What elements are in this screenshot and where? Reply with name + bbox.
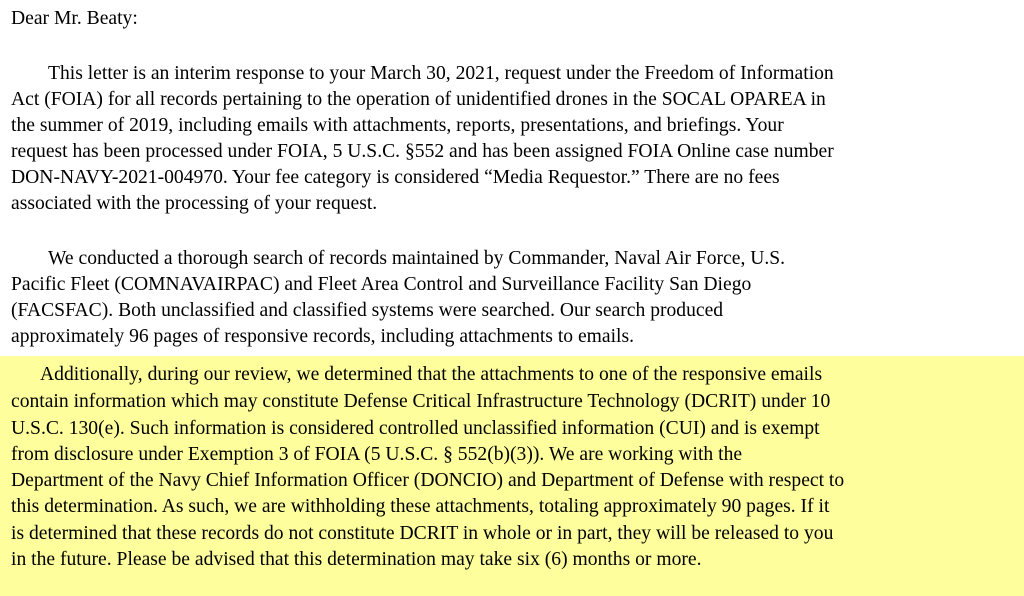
paragraph-line: This letter is an interim response to your March 30, 2021, request under the Freedom of Information xyxy=(48,63,834,84)
paragraph-line: approximately 96 pages of responsive records, including attachments to emails. xyxy=(11,326,635,347)
paragraph-line: request has been processed under FOIA, 5 U.S.C. §552 and has been assigned FOIA Online case number xyxy=(11,141,834,162)
paragraph-line: in the future. Please be advised that this determination may take six (6) months or more. xyxy=(11,549,702,570)
paragraph-line: We conducted a thorough search of records maintained by Commander, Naval Air Force, U.S. xyxy=(48,248,786,269)
paragraph-line: Additionally, during our review, we determined that the attachments to one of the responsive emails xyxy=(40,364,823,385)
paragraph-line: Department of the Navy Chief Information Officer (DONCIO) and Department of Defense with respect to xyxy=(11,470,845,491)
paragraph-line: contain information which may constitute Defense Critical Infrastructure Technology (DCRIT) under 10 xyxy=(11,391,831,412)
paragraph-line: Pacific Fleet (COMNAVAIRPAC) and Fleet Area Control and Surveillance Facility San Diego xyxy=(11,274,752,295)
paragraph-line: this determination. As such, we are withholding these attachments, totaling approximately 90 pages. If it xyxy=(11,496,830,517)
paragraph-line: (FACSFAC). Both unclassified and classified systems were searched. Our search produced xyxy=(11,300,724,321)
paragraph-line: DON-NAVY-2021-004970. Your fee category is considered “Media Requestor.” There are no fees xyxy=(11,167,780,188)
paragraph-line: U.S.C. 130(e). Such information is considered controlled unclassified information (CUI) and is exempt xyxy=(11,418,820,439)
paragraph-line: from disclosure under Exemption 3 of FOIA (5 U.S.C. § 552(b)(3)). We are working with the xyxy=(11,444,743,465)
paragraph-line: the summer of 2019, including emails with attachments, reports, presentations, and briefings. Your xyxy=(11,115,784,136)
salutation: Dear Mr. Beaty: xyxy=(11,8,138,29)
paragraph-line: associated with the processing of your request. xyxy=(11,193,378,214)
paragraph-line: is determined that these records do not constitute DCRIT in whole or in part, they will be released to you xyxy=(11,523,834,544)
paragraph-line: Act (FOIA) for all records pertaining to the operation of unidentified drones in the SOCAL OPAREA in xyxy=(11,89,826,110)
